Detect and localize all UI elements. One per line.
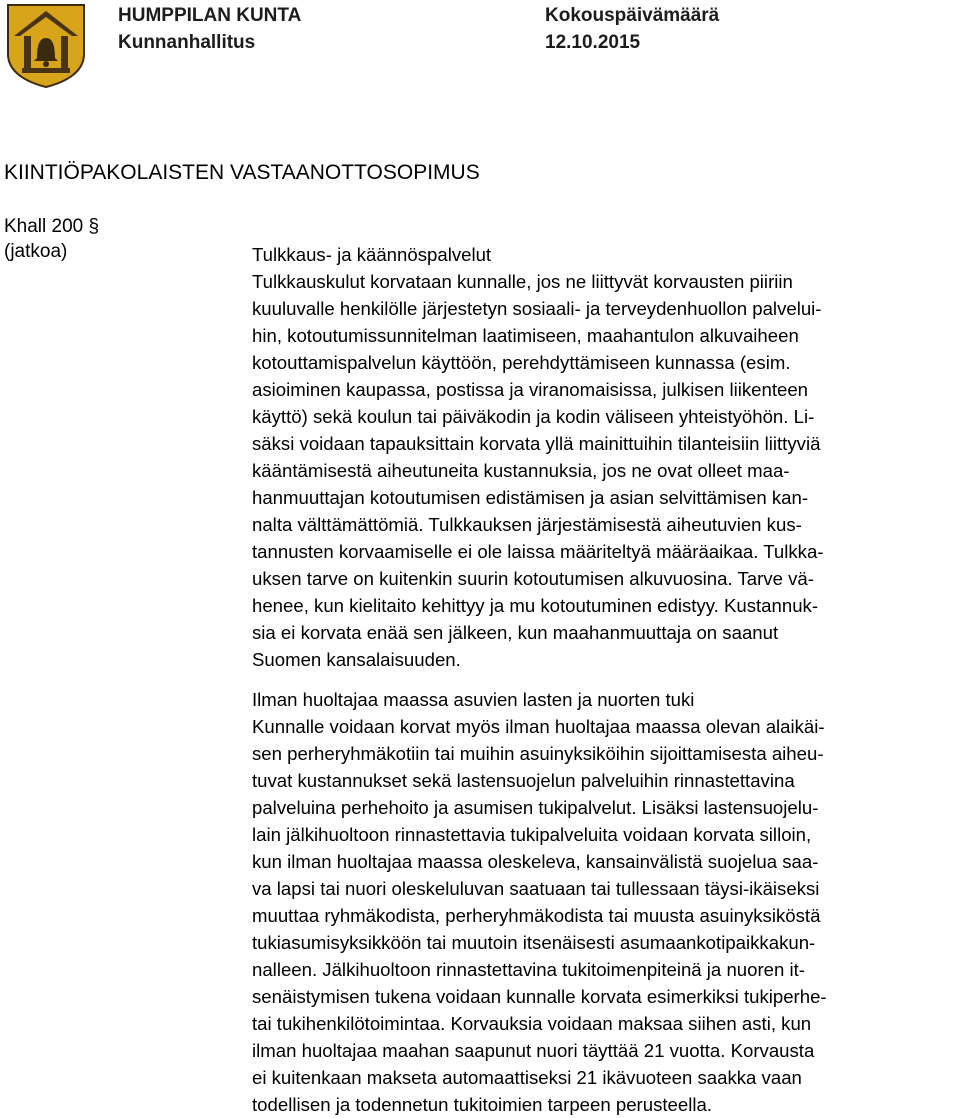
- section-heading: Tulkkaus- ja käännöspalvelut: [252, 244, 492, 265]
- section-heading: Ilman huoltajaa maassa asuvien lasten ja nuorten tuki: [252, 689, 695, 710]
- meeting-date-label: Kokouspäivämäärä: [545, 5, 720, 26]
- document-body: [252, 241, 956, 1118]
- section-paragraph: [252, 686, 956, 1118]
- section-reference: [4, 214, 99, 264]
- meeting-body: Kunnanhallitus: [118, 32, 256, 53]
- meeting-date: 12.10.2015: [545, 32, 641, 53]
- section-paragraph: [252, 241, 956, 673]
- section-number: Khall 200 §: [4, 216, 100, 237]
- municipal-coat-of-arms-bell-icon: [4, 2, 88, 88]
- section-text: Kunnalle voidaan korvat myös ilman huoltajaa maassa olevan alaikäi- sen perheryhmäkotiin tai muihin asuinyksiköihin sijoittamisesta aiheu- tuvat kustannukset sekä lastensuojelun palveluihin rinnastettavina palveluina perhehoito ja asumisen tukipalvelut. Lisäksi lastensuojelu- lain jälkihuoltoon rinnastettavia tukipalveluita voidaan korvata silloin, kun ilman huoltajaa maassa oleskeleva, kansainvälistä suojelua saa- va lapsi tai nuori oleskeluluvan saatuaan tai tullessaan täysi-ikäiseksi muuttaa ryhmäkodista, perheryhmäkodista tai muusta asuinyksiköstä tukiasumisyksikköön tai muutoin itsenäisesti asumaankotipaikkakun- nalleen. Jälkihuoltoon rinnastettavina tukitoimenpiteinä ja nuoren it- senäistymisen tukena voidaan kunnalle korvata esimerkiksi tukiperhe- tai tukihenkilötoimintaa. Korvauksia voidaan maksaa siihen asti, kun ilman huoltajaa maahan saapunut nuori täyttää 21 vuotta. Korvausta ei kuitenkaan makseta automaattiseksi 21 ikävuoteen saakka vaan todellisen ja todennetun tukitoimien tarpeen perusteella.: [252, 716, 827, 1115]
- document-title: KIINTIÖPAKOLAISTEN VASTAANOTTOSOPIMUS: [4, 161, 480, 184]
- municipality-name: HUMPPILAN KUNTA: [118, 5, 302, 26]
- section-text: Tulkkauskulut korvataan kunnalle, jos ne liittyvät korvausten piiriin kuuluvalle henkilölle järjestetyn sosiaali- ja terveydenhuollon palvelui- hin, kotoutumissunnitelman laatimiseen, maahantulon alkuvaiheen kotouttamispalvelun käyttöön, perehdyttämiseen kunnassa (esim. asioiminen kaupassa, postissa ja viranomaisissa, julkisen liikenteen käyttö) sekä koulun tai päiväkodin ja kodin väliseen yhteistyöhön. Li- säksi voidaan tapauksittain korvata yllä mainittuihin tilanteisiin liittyviä kääntämisestä aiheutuneita kustannuksia, jos ne ovat olleet maa- hanmuuttajan kotoutumisen edistämisen ja asian selvittämisen kan- nalta välttämättömiä. Tulkkauksen järjestämisestä aiheutuvien kus- tannusten korvaamiselle ei ole laissa määriteltyä määräaikaa. Tulkka- uksen tarve on kuitenkin suurin kotoutumisen alkuvuosina. Tarve vä- henee, kun kielitaito kehittyy ja mu kotoutuminen edistyy. Kustannuk- sia ei korvata enää sen jälkeen, kun maahanmuuttaja on saanut Suomen kansalaisuuden.: [252, 271, 824, 670]
- section-continuation-note: (jatkoa): [4, 241, 68, 262]
